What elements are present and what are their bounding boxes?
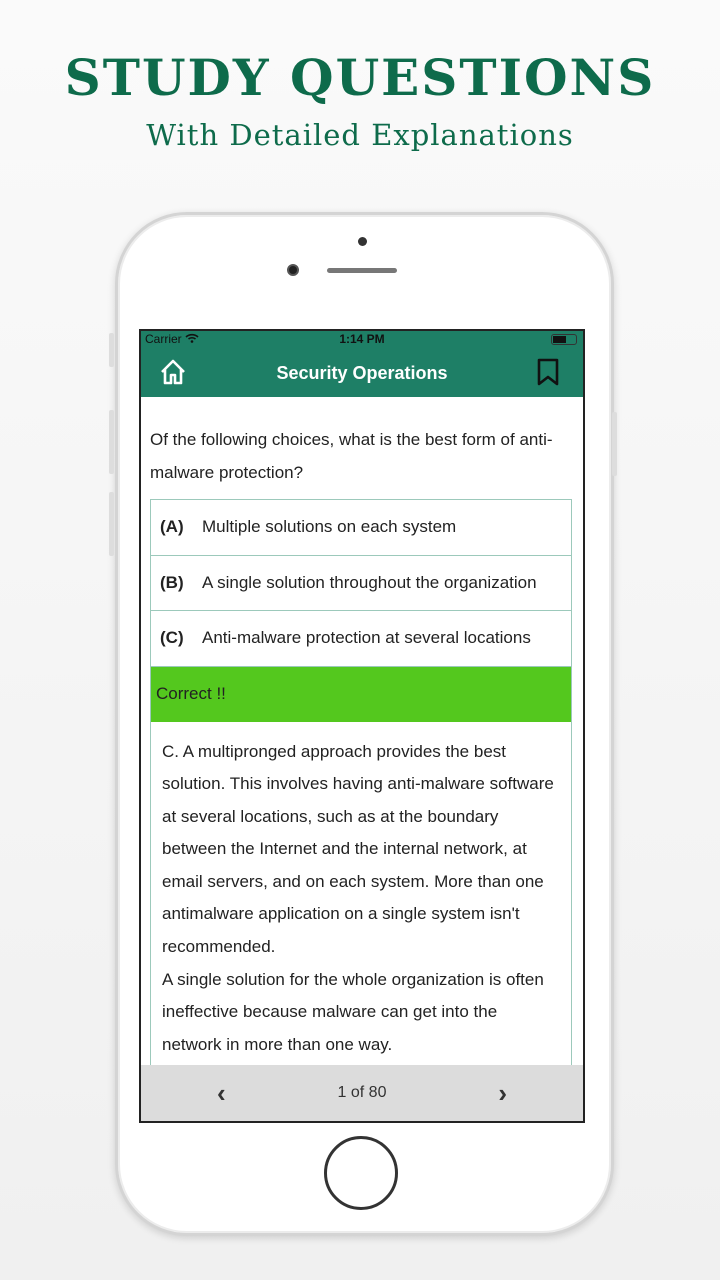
option-text: Multiple solutions on each system [202,517,457,537]
previous-icon[interactable]: ‹ [217,1077,226,1108]
option-b[interactable] [151,556,571,612]
app-screen [139,329,585,1123]
options-list [150,499,572,1068]
option-letter: (A) [160,517,184,537]
explanation [151,722,571,1067]
page-indicator: 1 of 80 [337,1084,387,1101]
bookmark-icon[interactable] [537,358,559,386]
pager-bar [141,1065,583,1121]
option-text: A single solution throughout the organization [202,572,537,592]
option-text: Anti-malware protection at several locations [202,628,531,648]
volume-down-button [109,492,114,556]
promo-subtitle: With Detailed Explanations [146,118,574,152]
proximity-sensor [358,237,367,246]
home-button[interactable] [324,1136,398,1210]
app-header [141,331,583,397]
explanation-paragraph: A single solution for the whole organization is often ineffective because malware can get into the network in more than one way. [162,969,544,1054]
volume-up-button [109,410,114,474]
front-camera [287,264,299,276]
question-text: Of the following choices, what is the best form of anti-malware protection? [150,430,553,482]
option-letter: (B) [160,572,184,592]
power-button [612,412,617,476]
option-a[interactable] [151,500,571,556]
status-bar [141,331,583,347]
page-title: Security Operations [276,363,448,383]
status-time: 1:14 PM [339,332,385,346]
earpiece-speaker [327,268,397,273]
next-icon[interactable]: › [498,1077,507,1108]
carrier-label: Carrier [145,332,199,346]
mute-switch [109,333,114,367]
option-c[interactable] [151,611,571,667]
explanation-paragraph: C. A multipronged approach provides the best solution. This involves having anti-malware software at several locations, such as at the boundary between the Internet and the internal network, at email servers, and on each system. More than one antimalware application on a single system isn't recommended. [162,741,554,957]
result-banner: Correct !! [151,667,571,722]
option-letter: (C) [160,628,184,648]
promo-title: STUDY QUESTIONS [64,48,656,107]
